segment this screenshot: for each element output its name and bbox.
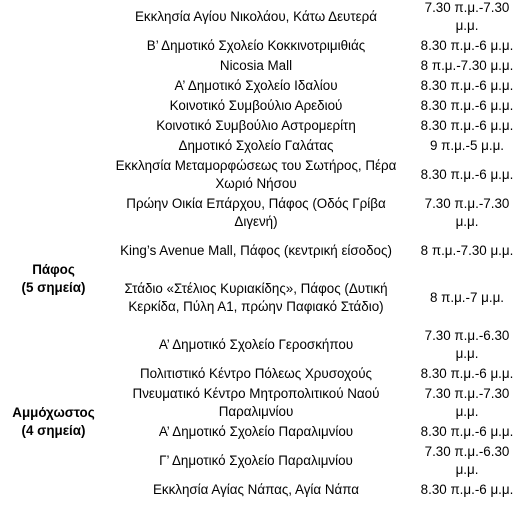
place-name: Β’ Δημοτικό Σχολείο Κοκκινοτριμιθιάς	[146, 38, 366, 53]
opening-hours: 8.30 π.μ.-6 μ.μ.	[420, 38, 514, 53]
table-row	[0, 156, 529, 194]
place-name: Α’ Δημοτικό Σχολείο Ιδαλίου	[174, 78, 338, 93]
place-name: Γ’ Δημοτικό Σχολείο Παραλιμνίου	[159, 453, 353, 468]
opening-hours: 9 π.μ.-5 μ.μ.	[429, 138, 505, 153]
opening-hours: 8.30 π.μ.-6 μ.μ.	[420, 482, 514, 497]
place-name: Πρώην Οικία Επάρχου, Πάφος (Οδός Γρίβα Διγενή)	[126, 196, 386, 229]
place-name: Εκκλησία Αγίας Νάπας, Αγία Νάπα	[152, 482, 360, 497]
opening-hours: 7.30 π.μ.-6.30 μ.μ.	[424, 444, 510, 477]
table-row	[0, 136, 529, 156]
place-name: Δημοτικό Σχολείο Γαλάτας	[178, 138, 334, 153]
region-paphos: Πάφος (5 σημεία)	[21, 262, 86, 295]
region-cell-empty	[0, 36, 107, 56]
place-name: Α’ Δημοτικό Σχολείο Παραλιμνίου	[158, 424, 354, 439]
region-cell-empty	[0, 116, 107, 136]
region-cell-empty	[0, 480, 107, 506]
place-name: Πνευματικό Κέντρο Μητροπολιτικού Ναού Παραλιμνίου	[132, 386, 380, 419]
table-row	[0, 194, 529, 232]
place-name: Κοινοτικό Συμβούλιο Αστρομερίτη	[156, 118, 356, 133]
table-row	[0, 116, 529, 136]
opening-hours: 8 π.μ.-7 μ.μ.	[429, 290, 505, 305]
region-cell-empty	[0, 136, 107, 156]
table-row	[0, 364, 529, 384]
table-row	[0, 76, 529, 96]
place-name: Στάδιο «Στέλιος Κυριακίδης», Πάφος (Δυτική Κερκίδα, Πύλη Α1, πρώην Παφιακό Στάδιο)	[124, 281, 388, 314]
opening-hours: 7.30 π.μ.-7.30 μ.μ.	[424, 0, 510, 33]
opening-hours: 8 π.μ.-7.30 μ.μ.	[420, 243, 514, 258]
table-row	[0, 96, 529, 116]
table-row	[0, 480, 529, 506]
opening-hours: 8.30 π.μ.-6 μ.μ.	[420, 167, 514, 182]
opening-hours: 8.30 π.μ.-6 μ.μ.	[420, 424, 514, 439]
place-name: King’s Avenue Mall, Πάφος (κεντρική είσοδος)	[120, 243, 392, 258]
table-row	[0, 0, 529, 36]
place-name: Nicosia Mall	[219, 58, 293, 73]
opening-hours: 8.30 π.μ.-6 μ.μ.	[420, 366, 514, 381]
place-name: Εκκλησία Μεταμορφώσεως του Σωτήρος, Πέρα Χωριό Νήσου	[115, 158, 397, 191]
region-cell-empty	[0, 156, 107, 194]
opening-hours: 7.30 π.μ.-6.30 μ.μ.	[424, 328, 510, 361]
opening-hours: 8.30 π.μ.-6 μ.μ.	[420, 78, 514, 93]
region-cell-empty	[0, 56, 107, 76]
region-cell-empty	[0, 76, 107, 96]
opening-hours: 8.30 π.μ.-6 μ.μ.	[420, 118, 514, 133]
table-row	[0, 56, 529, 76]
place-name: Πολιτιστικό Κέντρο Πόλεως Χρυσοχούς	[140, 366, 372, 381]
region-famagusta: Αμμόχωστος (4 σημεία)	[12, 405, 95, 438]
place-name: Εκκλησία Αγίου Νικολάου, Κάτω Δευτερά	[135, 9, 377, 24]
place-name: Α’ Δημοτικό Σχολείο Γεροσκήπου	[158, 337, 354, 352]
opening-hours: 7.30 π.μ.-7.30 μ.μ.	[424, 386, 510, 419]
table-row	[0, 36, 529, 56]
region-cell-empty	[0, 0, 107, 36]
region-cell-empty	[0, 96, 107, 116]
opening-hours: 7.30 π.μ.-7.30 μ.μ.	[424, 196, 510, 229]
opening-hours: 8 π.μ.-7.30 μ.μ.	[420, 58, 514, 73]
opening-hours: 8.30 π.μ.-6 μ.μ.	[420, 98, 514, 113]
place-name: Κοινοτικό Συμβούλιο Αρεδιού	[169, 98, 343, 113]
